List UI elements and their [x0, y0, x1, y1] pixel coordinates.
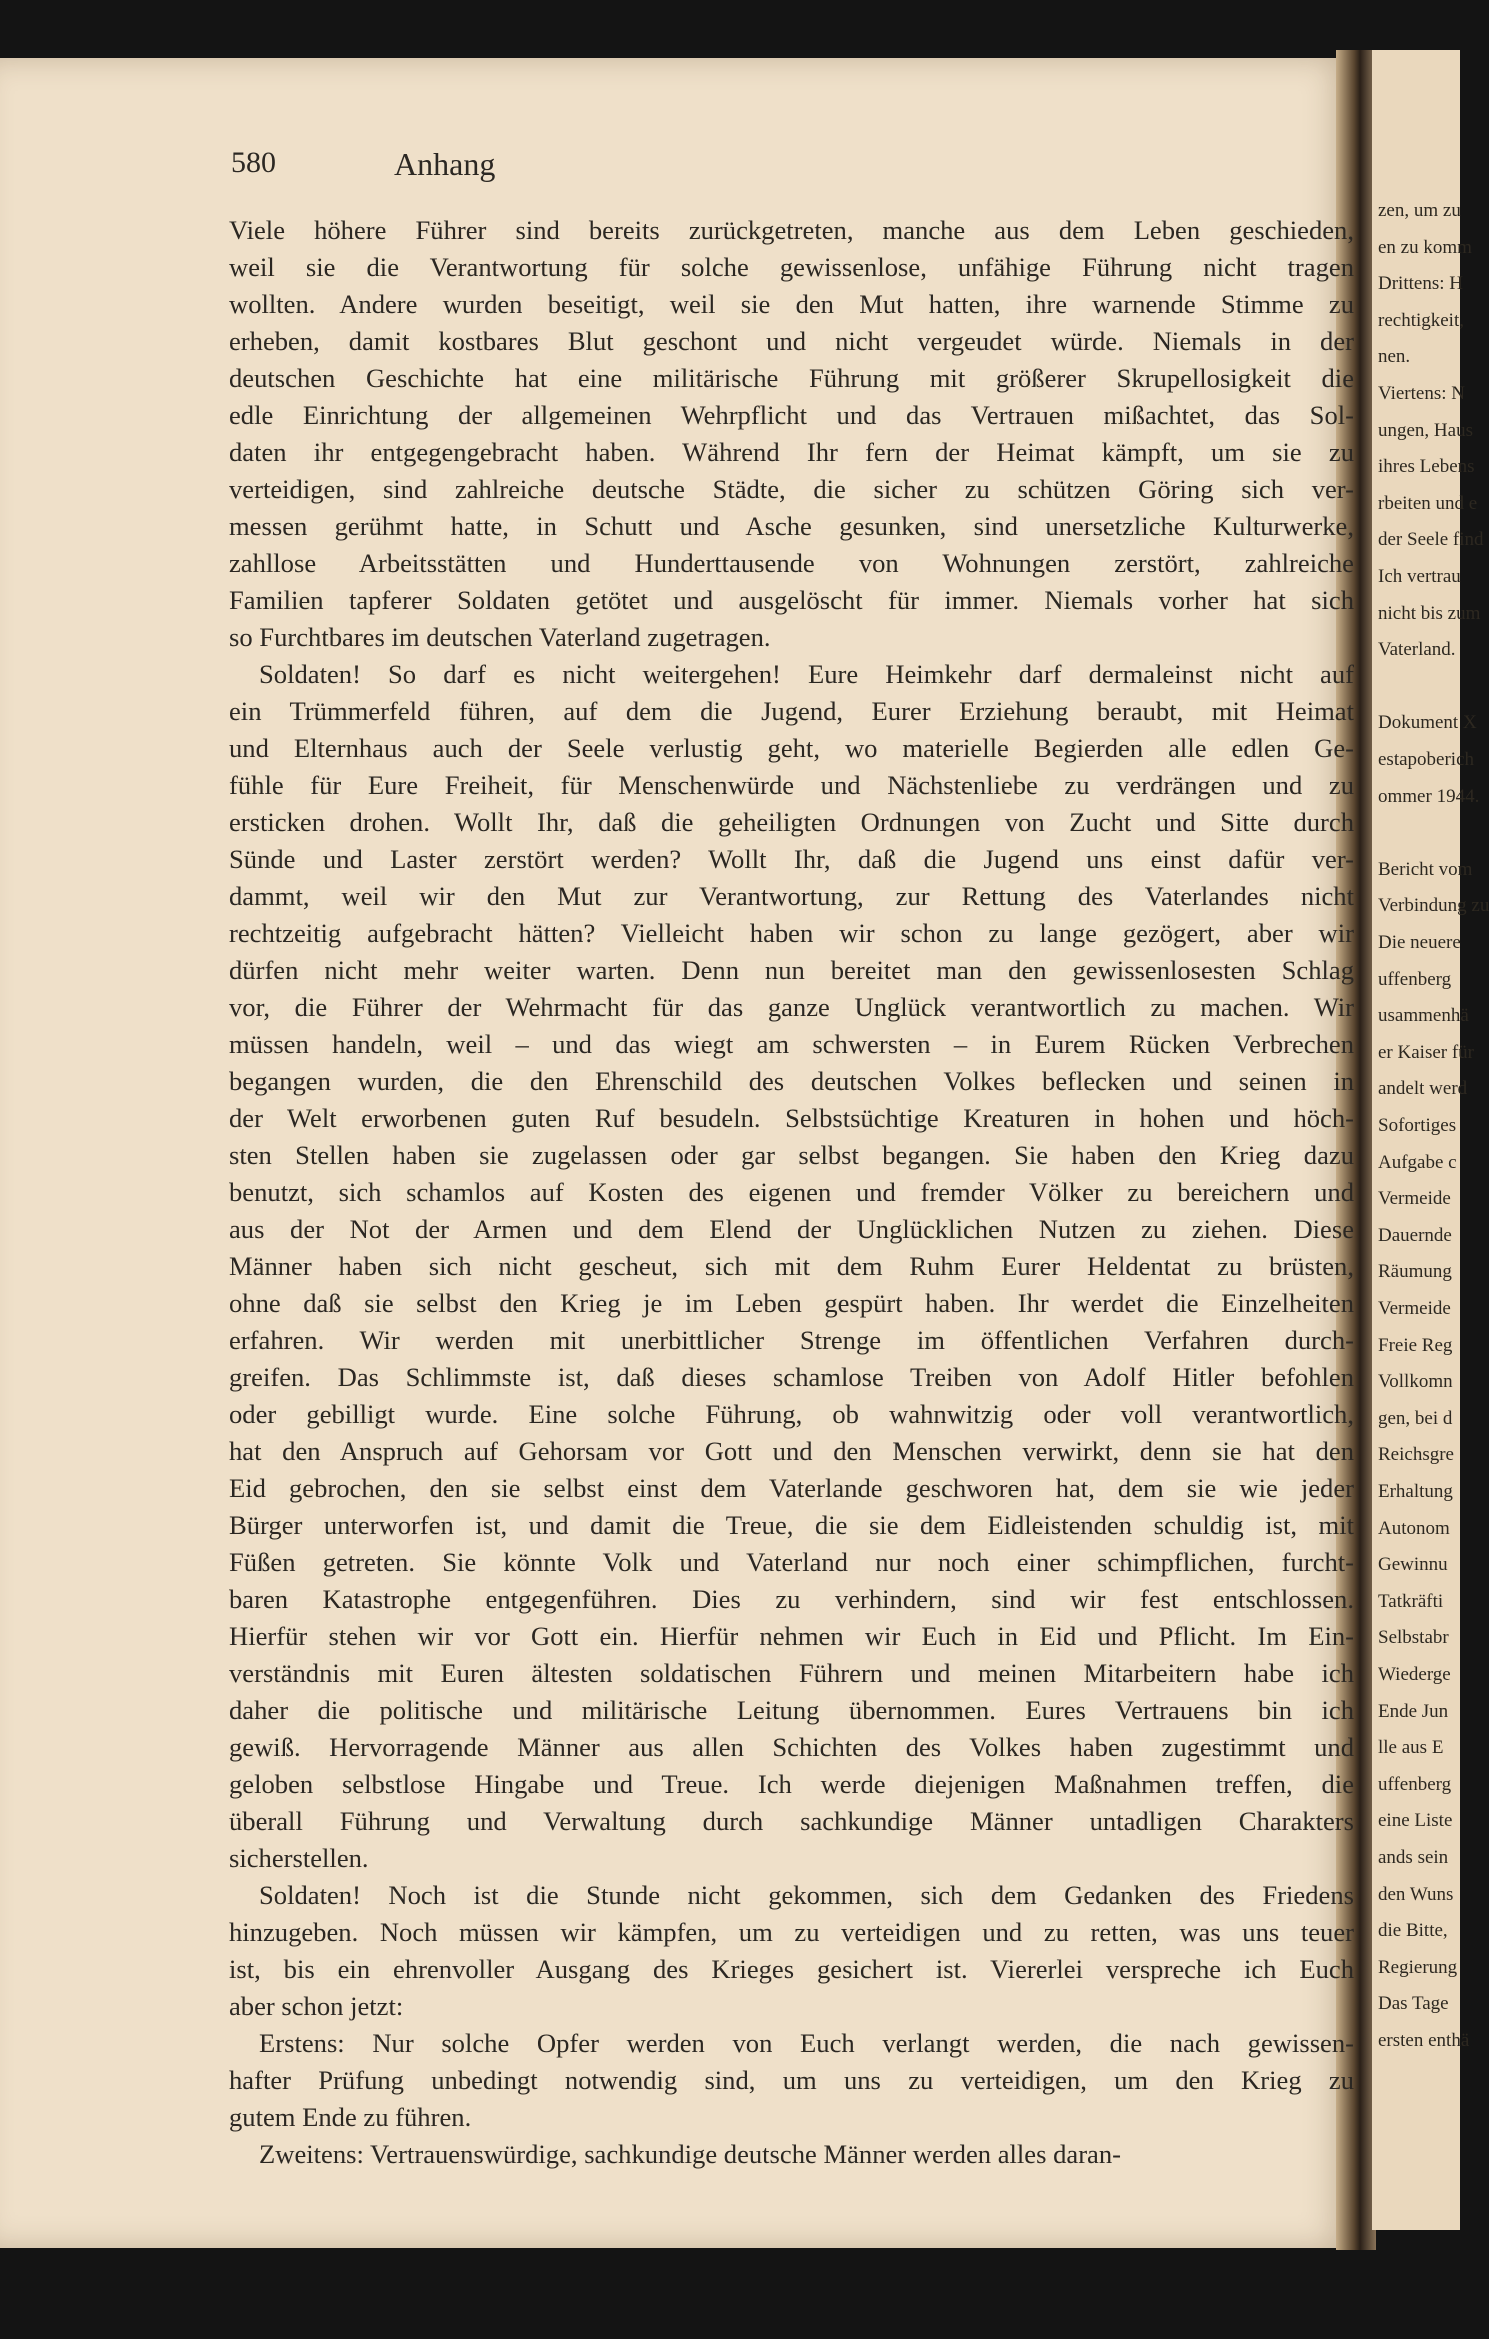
text-line: Viele höhere Führer sind bereits zurückgetreten, manche aus dem Leben geschieden, [229, 215, 1354, 245]
facing-page-fragment: estapoberich [1378, 749, 1475, 770]
text-line: Eid gebrochen, den sie selbst einst dem Vaterlande geschworen hat, dem sie wie jeder [229, 1473, 1354, 1503]
facing-page-fragment: lle aus E [1378, 1737, 1444, 1759]
text-line: Füßen getreten. Sie könnte Volk und Vaterland nur noch einer schimpflichen, furcht- [229, 1547, 1354, 1577]
text-line: erfahren. Wir werden mit unerbittlicher Strenge im öffentlichen Verfahren durch- [229, 1325, 1354, 1355]
text-line: und Elternhaus auch der Seele verlustig geht, wo materielle Begierden alle edlen Ge- [229, 733, 1354, 763]
facing-page-fragment: ands sein [1378, 1847, 1449, 1868]
facing-page-fragment: Tatkräfti [1378, 1590, 1444, 1612]
text-line: Zweitens: Vertrauenswürdige, sachkundige deutsche Männer werden alles daran- [259, 2139, 1122, 2169]
text-line: rechtzeitig aufgebracht hätten? Vielleicht haben wir schon zu lange gezögert, aber wir [229, 918, 1354, 948]
text-line: verständnis mit Euren ältesten soldatischen Führern und meinen Mitarbeitern habe ich [229, 1658, 1354, 1688]
page-header [231, 146, 1331, 196]
facing-page-fragment: ersten enthä [1378, 2030, 1470, 2051]
facing-page-fragment: andelt werd [1378, 1078, 1468, 1100]
text-line: aber schon jetzt: [229, 1991, 404, 2021]
facing-page-fragment: den Wuns [1378, 1883, 1454, 1905]
facing-page-fragment: Vaterland. [1378, 639, 1456, 661]
facing-page-fragment: ommer 1944. [1378, 785, 1480, 807]
text-line: geloben selbstlose Hingabe und Treue. Ich werde diejenigen Maßnahmen treffen, die [229, 1769, 1354, 1799]
facing-page-fragment: Selbstabr [1378, 1627, 1449, 1649]
text-line: hafter Prüfung unbedingt notwendig sind, um uns zu verteidigen, um den Krieg zu [229, 2065, 1354, 2095]
text-line: deutschen Geschichte hat eine militärische Führung mit größerer Skrupellosigkeit die [229, 363, 1354, 393]
text-line: verteidigen, sind zahlreiche deutsche Städte, die sicher zu schützen Göring sich ver- [229, 474, 1354, 504]
text-line: Soldaten! So darf es nicht weitergehen! Eure Heimkehr darf dermaleinst nicht auf [259, 659, 1354, 689]
facing-page [1372, 50, 1489, 2230]
text-line: dürfen nicht mehr weiter warten. Denn nun bereitet man den gewissenlosesten Schlag [229, 955, 1354, 985]
text-line: überall Führung und Verwaltung durch sachkundige Männer untadligen Charakters [229, 1806, 1354, 1836]
text-line: dammt, weil wir den Mut zur Verantwortung, zur Rettung des Vaterlandes nicht [229, 881, 1354, 911]
facing-page-fragment: die Bitte, [1378, 1920, 1448, 1942]
paragraph [229, 656, 1354, 1877]
paragraph [229, 1877, 1354, 2025]
facing-page-fragment: uffenberg [1378, 1773, 1452, 1795]
facing-page-fragment: Vermeide [1378, 1188, 1451, 1210]
text-line: Männer haben sich nicht gescheut, sich mit dem Ruhm Eurer Heldentat zu brüsten, [229, 1251, 1354, 1281]
facing-page-fragment: rechtigkeit, [1378, 309, 1464, 331]
facing-page-fragment: Freie Reg [1378, 1334, 1453, 1356]
facing-page-fragment: Vollkomn [1378, 1371, 1453, 1393]
facing-page-fragment: Ende Jun [1378, 1700, 1449, 1722]
facing-page-fragment: Das Tage [1378, 1993, 1449, 2015]
facing-page-fragment: Räumung [1378, 1261, 1452, 1283]
facing-page-fragment: rbeiten und e [1378, 492, 1478, 514]
text-line: ein Trümmerfeld führen, auf dem die Jugend, Eurer Erziehung beraubt, mit Heimat [229, 696, 1354, 726]
text-line: daten ihr entgegengebracht haben. Während Ihr fern der Heimat kämpft, um sie zu [229, 437, 1354, 467]
facing-page-fragment: Ich vertrau [1378, 566, 1461, 587]
text-line: oder gebilligt wurde. Eine solche Führung, ob wahnwitzig oder voll verantwortlich, [229, 1399, 1354, 1429]
text-line: daher die politische und militärische Leitung übernommen. Eures Vertrauens bin ich [229, 1695, 1354, 1725]
facing-page-fragment: Reichsgre [1378, 1444, 1454, 1466]
text-line: Bürger unterworfen ist, und damit die Treue, die sie dem Eidleistenden schuldig ist, mit [229, 1510, 1354, 1540]
text-line: benutzt, sich schamlos auf Kosten des eigenen und fremder Völker zu bereichern und [229, 1177, 1354, 1207]
text-line: so Furchtbares im deutschen Vaterland zugetragen. [229, 622, 771, 652]
facing-page-fragment: Gewinnu [1378, 1554, 1448, 1576]
facing-page-fragment: gen, bei d [1378, 1407, 1453, 1429]
facing-page-fragment: Erhaltung [1378, 1481, 1453, 1502]
text-line: hinzugeben. Noch müssen wir kämpfen, um zu verteidigen und zu retten, was uns teuer [229, 1917, 1354, 1947]
facing-page-fragment: Dauernde [1378, 1224, 1452, 1246]
text-line: Hierfür stehen wir vor Gott ein. Hierfür nehmen wir Euch in Eid und Pflicht. Im Ein- [229, 1621, 1354, 1651]
body-text [229, 212, 1354, 2173]
text-line: wollten. Andere wurden beseitigt, weil sie den Mut hatten, ihre warnende Stimme zu [229, 289, 1354, 319]
text-line: erheben, damit kostbares Blut geschont und nicht vergeudet würde. Niemals in der [229, 326, 1354, 356]
text-line: greifen. Das Schlimmste ist, daß dieses schamlose Treiben von Adolf Hitler befohlen [229, 1362, 1354, 1392]
text-line: ist, bis ein ehrenvoller Ausgang des Krieges gesichert ist. Viererlei verspreche ich Euch [229, 1954, 1354, 1984]
facing-page-fragment: Wiederge [1378, 1664, 1451, 1685]
facing-page-fragment: Vermeide [1378, 1298, 1451, 1319]
facing-page-fragment: eine Liste [1378, 1810, 1453, 1832]
text-line: aus der Not der Armen und dem Elend der Unglücklichen Nutzen zu ziehen. Diese [229, 1214, 1354, 1244]
text-line: fühle für Eure Freiheit, für Menschenwürde und Nächstenliebe zu verdrängen und zu [229, 770, 1354, 800]
text-line: der Welt erworbenen guten Ruf besudeln. Selbstsüchtige Kreaturen in hohen und höch- [229, 1103, 1354, 1133]
text-line: begangen wurden, die den Ehrenschild des deutschen Volkes beflecken und seinen in [229, 1066, 1354, 1096]
facing-page-fragment: Verbindung zu [1378, 895, 1489, 917]
text-line: baren Katastrophe entgegenführen. Dies zu verhindern, sind wir fest entschlossen. [229, 1584, 1354, 1614]
facing-page-fragment: nicht bis zum [1378, 602, 1481, 624]
text-line: Erstens: Nur solche Opfer werden von Euch verlangt werden, die nach gewissen- [259, 2028, 1354, 2058]
facing-page-fragment: der Seele find [1378, 529, 1484, 551]
paragraph [229, 2136, 1354, 2173]
paragraph [229, 2025, 1354, 2136]
facing-page-fragment: usammenhä [1378, 1005, 1469, 1027]
facing-page-fragment: Drittens: H [1378, 273, 1463, 295]
text-line: zahllose Arbeitsstätten und Hunderttausende von Wohnungen zerstört, zahlreiche [229, 548, 1354, 578]
facing-page-fragment: nen. [1378, 346, 1411, 368]
facing-page-fragment: Bericht vom [1378, 858, 1473, 880]
facing-page-fragment: en zu komm [1378, 236, 1472, 258]
facing-page-fragment: er Kaiser für [1378, 1041, 1475, 1063]
text-line: sten Stellen haben sie zugelassen oder gar selbst begangen. Sie haben den Krieg dazu [229, 1140, 1354, 1170]
text-line: Familien tapferer Soldaten getötet und ausgelöscht für immer. Niemals vorher hat sich [229, 585, 1354, 615]
facing-page-fragment: Aufgabe c [1378, 1151, 1457, 1173]
text-line: gutem Ende zu führen. [229, 2102, 472, 2132]
text-line: ersticken drohen. Wollt Ihr, daß die geheiligten Ordnungen von Zucht und Sitte durch [229, 807, 1354, 837]
facing-page-fragment: Regierung [1378, 1956, 1458, 1978]
text-line: Sünde und Laster zerstört werden? Wollt Ihr, daß die Jugend uns einst dafür ver- [229, 844, 1354, 874]
running-head: Anhang [394, 146, 496, 182]
facing-page-fragment: Viertens: N [1378, 383, 1465, 404]
text-line: sicherstellen. [229, 1843, 369, 1873]
text-line: hat den Anspruch auf Gehorsam vor Gott und den Menschen verwirkt, denn sie hat den [229, 1436, 1354, 1466]
text-line: ohne daß sie selbst den Krieg je im Leben gespürt haben. Ihr werdet die Einzelheiten [229, 1288, 1354, 1318]
text-line: vor, die Führer der Wehrmacht für das ganze Unglück verantwortlich zu machen. Wir [229, 992, 1354, 1022]
facing-page-fragment: ungen, Haus [1378, 419, 1473, 441]
text-line: gewiß. Hervorragende Männer aus allen Schichten des Volkes haben zugestimmt und [229, 1732, 1354, 1762]
facing-page-fragment: uffenberg [1378, 968, 1452, 990]
facing-page-fragment: ihres Lebens [1378, 456, 1475, 478]
text-line: Soldaten! Noch ist die Stunde nicht gekommen, sich dem Gedanken des Friedens [259, 1880, 1354, 1910]
text-line: müssen handeln, weil – und das wiegt am schwersten – in Eurem Rücken Verbrechen [229, 1029, 1354, 1059]
facing-page-fragment: zen, um zu [1378, 200, 1461, 221]
text-line: weil sie die Verantwortung für solche gewissenlose, unfähige Führung nicht tragen [229, 252, 1354, 282]
paragraph [229, 212, 1354, 656]
text-line: edle Einrichtung der allgemeinen Wehrpflicht und das Vertrauen mißachtet, das Sol- [229, 400, 1354, 430]
facing-page-fragment: Die neuere [1378, 932, 1461, 953]
page-number: 580 [231, 146, 276, 179]
facing-page-fragment: Dokument X [1378, 712, 1477, 734]
facing-page-fragment: Autonom [1378, 1517, 1450, 1539]
text-line: messen gerühmt hatte, in Schutt und Asche gesunken, sind unersetzliche Kulturwerke, [229, 511, 1354, 541]
facing-page-fragment: Sofortiges [1378, 1115, 1457, 1136]
